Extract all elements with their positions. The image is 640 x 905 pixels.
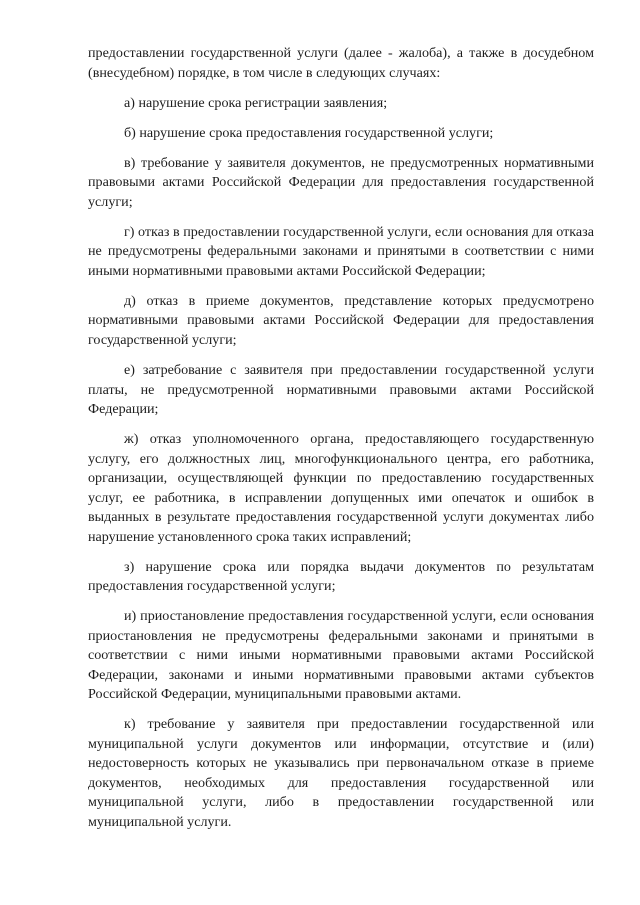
paragraph-item-b: б) нарушение срока предоставления государственной услуги; [124,124,494,141]
paragraph-item-g: г) отказ в предоставлении государственной услуги, если основания для отказа не предусмотрены федеральными законами и принятыми в соответствии с ними иными нормативными правовыми актами Российской Федерации; [88,223,594,279]
paragraph-item-k: к) требование у заявителя при предоставлении государственной или муниципальной услуги документов или информации, отсутствие и (или) недостоверность которых не указывались при первоначальном отказе в приеме документов, необходимых для предоставления государственной или муниципальной услуги, либо в предоставлении государственной или муниципальной услуги. [88,716,594,830]
paragraph-item-z: з) нарушение срока или порядка выдачи документов по результатам предоставления государственной услуги; [88,558,594,595]
paragraph-item-d: д) отказ в приеме документов, представление которых предусмотрено нормативными правовыми актами Российской Федерации для предоставления государственной услуги; [88,292,594,348]
paragraph-item-i: и) приостановление предоставления государственной услуги, если основания приостановления не предусмотрены федеральными законами и принятыми в соответствии с ними иными нормативными правовыми актами Российской Федерации, законами и иными нормативными правовыми актами субъектов Российской Федерации, муниципальными правовыми актами. [88,608,594,703]
paragraph-item-a: а) нарушение срока регистрации заявления; [124,94,388,111]
paragraph-item-zh: ж) отказ уполномоченного органа, предоставляющего государственную услугу, его должностных лиц, многофункционального центра, его работника, организации, осуществляющей функции по предоставлению государственных услуг, ее работника, в исправлении допущенных ими опечаток и ошибок в выданных в результате предоставления государственной услуги документах либо нарушение установленного срока таких исправлений; [88,431,594,545]
paragraph-item-v: в) требование у заявителя документов, не предусмотренных нормативными правовыми актами Российской Федерации для предоставления государственной услуги; [88,154,594,210]
paragraph-item-e: е) затребование с заявителя при предоставлении государственной услуги платы, не предусмотренной нормативными правовыми актами Российской Федерации; [88,362,594,418]
document-body [88,44,594,843]
paragraph-intro: предоставлении государственной услуги (далее - жалоба), а также в досудебном (внесудебном) порядке, в том числе в следующих случаях: [88,45,594,81]
